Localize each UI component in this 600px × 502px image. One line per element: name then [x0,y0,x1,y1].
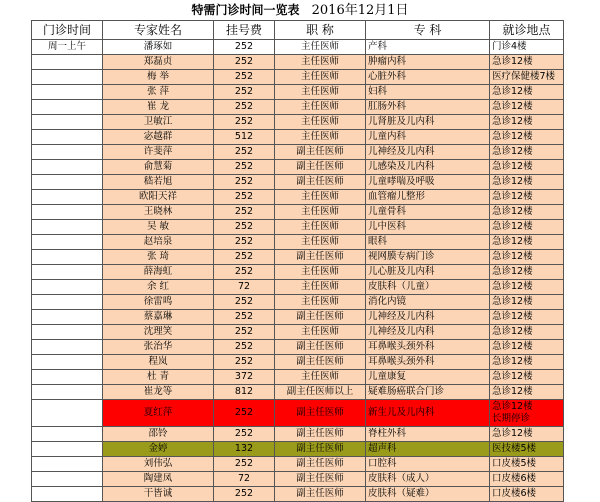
title-cell: 主任医师 [275,55,366,70]
location-cell [490,85,564,100]
title-cell: 主任医师 [275,370,366,385]
title-cell: 主任医师 [275,70,366,85]
dept-cell: 皮肤科（儿童） [366,280,490,295]
doctor-name: 崔 龙 [103,100,214,115]
table-row [32,457,564,472]
day-cell [32,100,103,115]
dept-cell: 妇科 [366,85,490,100]
title-cell: 主任医师 [275,265,366,280]
dept-cell: 肿瘤内科 [366,55,490,70]
dept-cell: 超声科 [366,442,490,457]
location-text: 口皮楼5楼 [492,458,537,469]
table-row [32,175,564,190]
header-fee: 挂号费 [214,21,275,40]
location-text: 急诊12楼 [492,161,533,172]
title-cell: 主任医师 [275,130,366,145]
location-text: 急诊12楼 [492,296,533,307]
dept-cell: 心脏外科 [366,70,490,85]
table-row [32,130,564,145]
location-cell [490,295,564,310]
doctor-name: 薛海虹 [103,265,214,280]
dept-cell: 血管瘤儿整形 [366,190,490,205]
day-cell [32,385,103,400]
fee-cell: 252 [214,85,275,100]
location-cell [490,220,564,235]
location-cell [490,457,564,472]
location-cell [490,370,564,385]
dept-cell: 儿童骨科 [366,205,490,220]
location-cell [490,130,564,145]
location-cell [490,145,564,160]
doctor-name: 沈理笑 [103,325,214,340]
day-cell [32,115,103,130]
table-row [32,280,564,295]
doctor-name: 欧阳天祥 [103,190,214,205]
day-cell [32,487,103,502]
table-row [32,355,564,370]
title-cell: 副主任医师 [275,355,366,370]
fee-cell: 252 [214,400,275,427]
day-cell [32,220,103,235]
fee-cell: 252 [214,160,275,175]
title-cell: 主任医师 [275,190,366,205]
title-cell: 主任医师 [275,325,366,340]
doctor-name: 嵇若旭 [103,175,214,190]
dept-cell: 疑难肠癌联合门诊 [366,385,490,400]
dept-cell: 视网膜专病门诊 [366,250,490,265]
location-cell [490,310,564,325]
header-title: 职 称 [275,21,366,40]
title-cell: 副主任医师 [275,400,366,427]
fee-cell: 252 [214,265,275,280]
day-cell [32,160,103,175]
doctor-name: 郑磊贞 [103,55,214,70]
location-text: 急诊12楼 [492,86,533,97]
table-row [32,235,564,250]
day-cell [32,472,103,487]
title-cell: 副主任医师 [275,340,366,355]
dept-cell: 产科 [366,40,490,55]
day-cell [32,427,103,442]
table-row [32,370,564,385]
day-cell [32,190,103,205]
location-text: 急诊12楼 [492,176,533,187]
title-cell: 副主任医师 [275,250,366,265]
doctor-name: 崔龙等 [103,385,214,400]
location-cell [490,400,564,427]
location-cell [490,487,564,502]
location-text: 急诊12楼 [492,221,533,232]
doctor-name: 夏红萍 [103,400,214,427]
location-text: 急诊12楼 [492,356,533,367]
location-cell [490,235,564,250]
table-row [32,205,564,220]
location-cell [490,205,564,220]
location-text: 急诊12楼 [492,401,533,412]
day-cell [32,295,103,310]
fee-cell: 252 [214,40,275,55]
fee-cell: 252 [214,355,275,370]
day-cell [32,310,103,325]
day-cell [32,235,103,250]
location-text: 口皮楼6楼 [492,488,537,499]
location-text: 门诊4楼 [492,41,527,52]
dept-cell: 儿中医科 [366,220,490,235]
day-cell [32,250,103,265]
fee-cell: 252 [214,115,275,130]
dept-cell: 儿童康复 [366,370,490,385]
dept-cell: 皮肤科（疑难） [366,487,490,502]
location-cell [490,190,564,205]
dept-cell: 眼科 [366,235,490,250]
doctor-name: 张 萍 [103,85,214,100]
location-text: 急诊12楼 [492,311,533,322]
location-cell [490,250,564,265]
fee-cell: 252 [214,145,275,160]
table-row [32,385,564,400]
fee-cell: 72 [214,280,275,295]
title-cell: 主任医师 [275,115,366,130]
location-cell [490,55,564,70]
fee-cell: 252 [214,457,275,472]
dept-cell: 脊柱外科 [366,427,490,442]
title-cell: 副主任医师 [275,487,366,502]
fee-cell: 252 [214,487,275,502]
table-row [32,115,564,130]
doctor-name: 潘琢如 [103,40,214,55]
location-text: 口皮楼6楼 [492,473,537,484]
title-cell: 副主任医师 [275,160,366,175]
doctor-name: 干皆诚 [103,487,214,502]
table-row [32,340,564,355]
fee-cell: 252 [214,340,275,355]
location-text: 急诊12楼 [492,428,533,439]
dept-cell: 口腔科 [366,457,490,472]
header-name: 专家姓名 [103,21,214,40]
fee-cell: 252 [214,175,275,190]
day-cell [32,85,103,100]
dept-cell: 新生儿及儿内科 [366,400,490,427]
location-cell [490,265,564,280]
fee-cell: 252 [214,220,275,235]
day-cell [32,265,103,280]
title-cell: 主任医师 [275,40,366,55]
day-cell [32,457,103,472]
dept-cell: 皮肤科（成人） [366,472,490,487]
table-row [32,487,564,502]
location-text: 急诊12楼 [492,371,533,382]
day-cell [32,355,103,370]
header-time: 门诊时间 [32,21,103,40]
table-row [32,400,564,427]
dept-cell: 儿童内科 [366,130,490,145]
title-cell: 主任医师 [275,295,366,310]
day-cell: 周一上午 [32,40,103,55]
title-cell: 副主任医师 [275,427,366,442]
fee-cell: 252 [214,55,275,70]
location-text: 急诊12楼 [492,326,533,337]
doctor-name: 张治华 [103,340,214,355]
title-cell: 主任医师 [275,205,366,220]
location-text: 急诊12楼 [492,206,533,217]
dept-cell: 儿神经及儿内科 [366,310,490,325]
title-cell: 副主任医师 [275,145,366,160]
location-text: 急诊12楼 [492,116,533,127]
title-cell: 副主任医师 [275,310,366,325]
location-cell [490,427,564,442]
day-cell [32,55,103,70]
fee-cell: 372 [214,370,275,385]
day-cell [32,280,103,295]
location-cell [490,160,564,175]
location-text: 医疗保健楼7楼 [492,71,556,82]
title-cell: 主任医师 [275,220,366,235]
table-row [32,40,564,55]
fee-cell: 252 [214,310,275,325]
location-text: 急诊12楼 [492,101,533,112]
table-row [32,85,564,100]
day-cell [32,70,103,85]
table-row [32,265,564,280]
header-dept: 专 科 [366,21,490,40]
location-text: 急诊12楼 [492,281,533,292]
fee-cell: 252 [214,250,275,265]
title-cell: 主任医师 [275,85,366,100]
fee-cell: 72 [214,472,275,487]
location-cell [490,355,564,370]
table-row [32,427,564,442]
doctor-name: 金婷 [103,442,214,457]
doctor-name: 杜 青 [103,370,214,385]
doctor-name: 张 琦 [103,250,214,265]
fee-cell: 252 [214,100,275,115]
fee-cell: 252 [214,295,275,310]
location-text: 急诊12楼 [492,251,533,262]
doctor-name: 刘伟弘 [103,457,214,472]
location-text: 急诊12楼 [492,386,533,397]
fee-cell: 812 [214,385,275,400]
doctor-name: 陶建凤 [103,472,214,487]
doctor-name: 俞慧菊 [103,160,214,175]
table-row [32,70,564,85]
table-row [32,250,564,265]
day-cell [32,400,103,427]
table-row [32,220,564,235]
fee-cell: 252 [214,70,275,85]
location-cell [490,100,564,115]
location-note: 长期停诊 [492,413,531,424]
title-cell: 副主任医师 [275,442,366,457]
doctor-name: 梅 举 [103,70,214,85]
doctor-name: 宓越群 [103,130,214,145]
table-row [32,325,564,340]
title-cell: 主任医师 [275,100,366,115]
title-cell: 副主任医师 [275,457,366,472]
table-row [32,295,564,310]
title-text: 特需门诊时间一览表 [191,3,300,17]
location-cell [490,472,564,487]
day-cell [32,205,103,220]
dept-cell: 儿感染及儿内科 [366,160,490,175]
location-text: 急诊12楼 [492,191,533,202]
location-text: 急诊12楼 [492,131,533,142]
title-date: 2016年12月1日 [311,3,409,18]
location-cell [490,442,564,457]
location-text: 医技楼5楼 [492,443,537,454]
title-cell: 主任医师 [275,280,366,295]
header-location: 就诊地点 [490,21,564,40]
dept-cell: 儿肾脏及儿内科 [366,115,490,130]
day-cell [32,130,103,145]
fee-cell: 252 [214,325,275,340]
doctor-name: 邵铃 [103,427,214,442]
day-cell [32,340,103,355]
schedule-table [31,20,564,502]
title-cell: 副主任医师 [275,175,366,190]
fee-cell: 252 [214,235,275,250]
location-text: 急诊12楼 [492,146,533,157]
dept-cell: 肛肠外科 [366,100,490,115]
location-cell [490,115,564,130]
doctor-name: 徐雷鸣 [103,295,214,310]
location-cell [490,70,564,85]
dept-cell: 儿童哮喘及呼吸 [366,175,490,190]
location-cell [490,325,564,340]
table-row [32,100,564,115]
title-cell: 副主任医师 [275,472,366,487]
day-cell [32,442,103,457]
dept-cell: 儿神经及儿内科 [366,325,490,340]
day-cell [32,370,103,385]
doctor-name: 许斐萍 [103,145,214,160]
doctor-name: 蔡嘉琳 [103,310,214,325]
location-text: 急诊12楼 [492,56,533,67]
dept-cell: 耳鼻喉头颈外科 [366,340,490,355]
table-row [32,160,564,175]
dept-cell: 耳鼻喉头颈外科 [366,355,490,370]
table-row [32,55,564,70]
table-row [32,190,564,205]
table-row [32,472,564,487]
doctor-name: 王晓林 [103,205,214,220]
doctor-name: 余 红 [103,280,214,295]
dept-cell: 消化内镜 [366,295,490,310]
location-text: 急诊12楼 [492,236,533,247]
fee-cell: 512 [214,130,275,145]
doctor-name: 程岚 [103,355,214,370]
page-title [0,0,600,20]
day-cell [32,145,103,160]
day-cell [32,325,103,340]
location-cell [490,175,564,190]
table-row [32,442,564,457]
table-row [32,310,564,325]
dept-cell: 儿神经及儿内科 [366,145,490,160]
title-cell: 副主任医师以上 [275,385,366,400]
fee-cell: 132 [214,442,275,457]
location-cell [490,280,564,295]
title-cell: 主任医师 [275,235,366,250]
day-cell [32,175,103,190]
fee-cell: 252 [214,190,275,205]
table-row [32,145,564,160]
fee-cell: 252 [214,205,275,220]
header-row [32,21,564,40]
location-cell [490,40,564,55]
fee-cell: 252 [214,427,275,442]
dept-cell: 儿心脏及儿内科 [366,265,490,280]
location-text: 急诊12楼 [492,266,533,277]
doctor-name: 卫敏江 [103,115,214,130]
location-cell [490,340,564,355]
location-text: 急诊12楼 [492,341,533,352]
doctor-name: 吴 敏 [103,220,214,235]
location-cell [490,385,564,400]
doctor-name: 赵培泉 [103,235,214,250]
